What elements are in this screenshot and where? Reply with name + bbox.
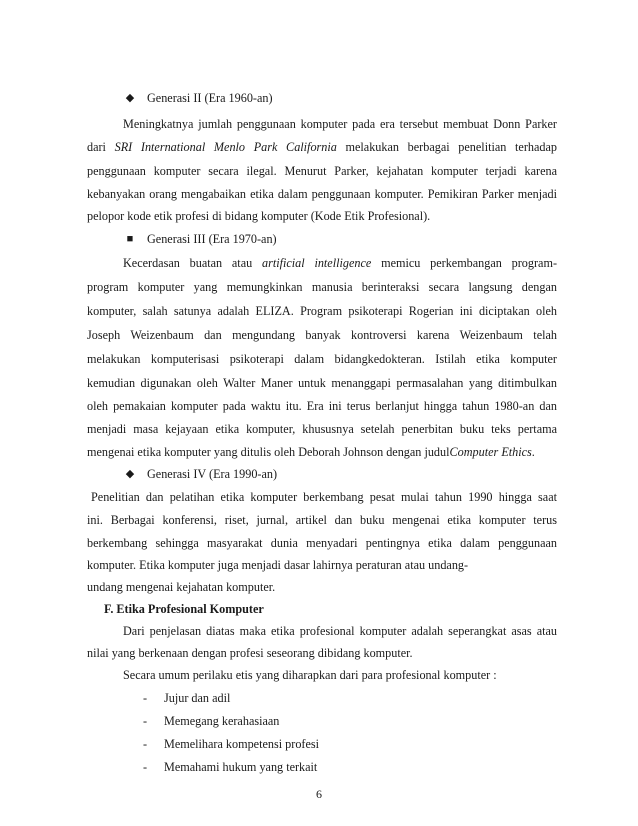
gen3-line-3: komputer, salah satunya adalah ELIZA. Program psikoterapi Rogerian ini diciptakan oleh (87, 304, 557, 318)
gen2-line-2-post: melakukan berbagai penelitian terhadap (336, 140, 557, 154)
dash-bullet: - (143, 760, 148, 774)
gen3-line-1-pre: Kecerdasan buatan atau (123, 256, 262, 270)
gen3-line-5: melakukan komputerisasi psikoterapi dalam bidangkedokteran. Istilah etika komputer (87, 352, 557, 366)
list-item: Memahami hukum yang terkait (164, 760, 318, 774)
diamond-bullet-icon: ◆ (125, 468, 135, 480)
gen2-line-2 (87, 139, 557, 155)
dash-bullet: - (143, 737, 148, 751)
section-f-p1-line-1: Dari penjelasan diatas maka etika profesional komputer adalah seperangkat asas atau (123, 624, 557, 638)
dash-bullet: - (143, 714, 148, 728)
gen3-line-8: menjadi masa kejayaan etika komputer, khususnya setelah penerbitan buku teks pertama (87, 422, 557, 436)
gen4-line-2: ini. Berbagai konferensi, riset, jurnal, artikel dan buku mengenai etika komputer terus (87, 513, 557, 527)
gen3-line-1-post: memicu perkembangan program- (371, 256, 558, 270)
gen3-line-9-italic: Computer Ethics (449, 445, 532, 459)
gen4-line-5: undang mengenai kejahatan komputer. (87, 580, 276, 594)
gen2-line-2-pre: dari (87, 140, 115, 154)
gen2-line-2-italic: SRI International Menlo Park California (114, 140, 337, 154)
page-number: 6 (316, 787, 322, 801)
gen2-line-5: pelopor kode etik profesi di bidang komputer (Kode Etik Profesional). (87, 209, 431, 223)
gen2-heading: Generasi II (Era 1960-an) (147, 91, 273, 105)
section-f-heading: F. Etika Profesional Komputer (104, 602, 264, 616)
section-f-p2: Secara umum perilaku etis yang diharapkan dari para profesional komputer : (123, 668, 497, 682)
list-item: Memegang kerahasiaan (164, 714, 280, 728)
gen2-line-3: penggunaan komputer secara ilegal. Menurut Parker, kejahatan komputer terjadi karena (87, 164, 557, 178)
gen3-line-4: Joseph Weizenbaum dan mengundang banyak kontroversi karena Weizenbaum telah (87, 328, 557, 342)
gen4-heading: Generasi IV (Era 1990-an) (147, 467, 278, 481)
list-item: Memelihara kompetensi profesi (164, 737, 320, 751)
gen4-line-1: Penelitian dan pelatihan etika komputer berkembang pesat mulai tahun 1990 hingga saat (91, 490, 557, 504)
gen4-line-3: berkembang sehingga masyarakat dunia menyadari pentingnya etika dalam penggunaan (87, 536, 557, 550)
gen4-line-4: komputer. Etika komputer juga menjadi dasar lahirnya peraturan atau undang- (87, 558, 469, 572)
gen3-line-6: kemudian digunakan oleh Walter Maner untuk menanggapi permasalahan yang ditimbulkan (87, 376, 557, 390)
gen3-line-1-italic: artificial intelligence (262, 256, 372, 270)
gen3-line-2: program komputer yang memungkinkan manusia berinteraksi secara langsung dengan (87, 280, 557, 294)
gen3-heading: Generasi III (Era 1970-an) (147, 232, 277, 246)
gen3-line-9 (87, 444, 557, 460)
gen3-line-1 (123, 255, 557, 271)
gen2-line-1: Meningkatnya jumlah penggunaan komputer pada era tersebut membuat Donn Parker (123, 117, 557, 131)
gen3-line-9-post: . (531, 445, 535, 459)
list-item: Jujur dan adil (164, 691, 231, 705)
dash-bullet: - (143, 691, 148, 705)
diamond-bullet-icon: ◆ (125, 92, 135, 104)
gen3-line-9-pre: mengenai etika komputer yang ditulis oleh Deborah Johnson dengan judul (87, 445, 450, 459)
gen2-line-4: kebanyakan orang mengabaikan etika dalam penggunaan komputer. Pemikiran Parker menjadi (87, 187, 557, 201)
section-f-p1-line-2: nilai yang berkenaan dengan profesi seseorang dibidang komputer. (87, 646, 413, 660)
square-bullet-icon: ■ (126, 233, 134, 245)
gen3-line-7: oleh pemakaian komputer pada waktu itu. Era ini terus berlanjut hingga tahun 1980-an dan (87, 399, 557, 413)
